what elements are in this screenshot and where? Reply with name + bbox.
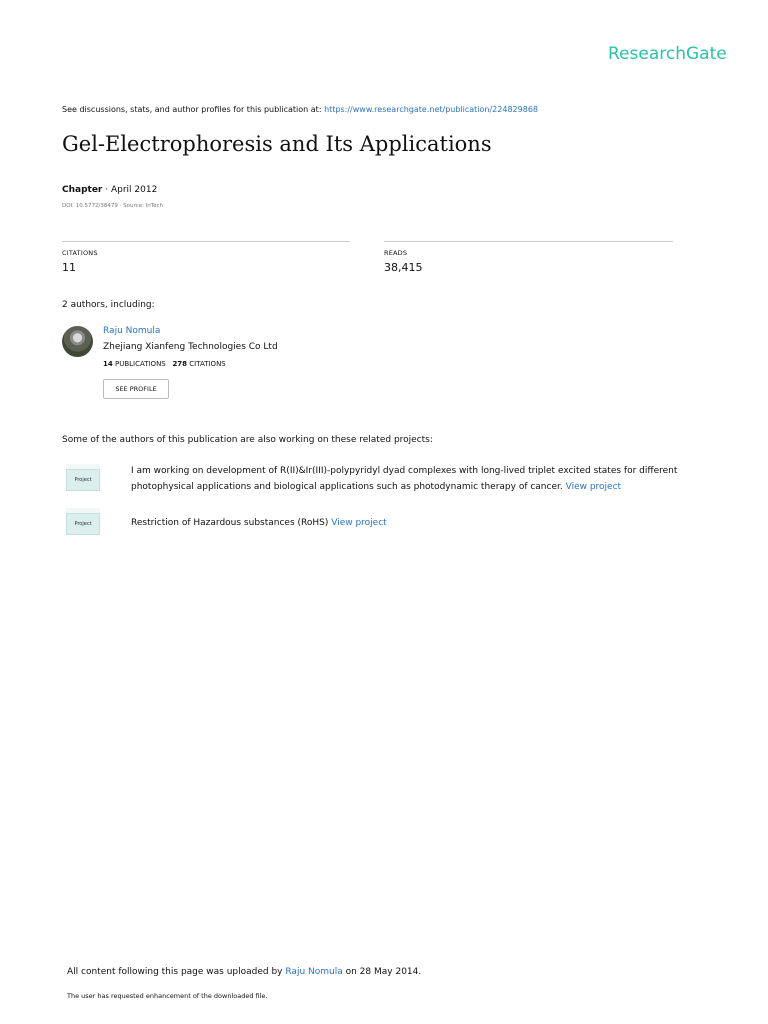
publication-type: Chapter <box>62 185 103 195</box>
author-institution: Zhejiang Xianfeng Technologies Co Ltd <box>103 342 278 352</box>
enhancement-note: The user has requested enhancement of the downloaded file. <box>67 992 268 1000</box>
project-line-text: Restriction of Hazardous substances (RoHS) <box>131 518 332 528</box>
authors-heading: 2 authors, including: <box>62 300 155 310</box>
project-line-text: photophysical applications and biological applications such as photodynamic therapy of cancer. <box>131 482 566 492</box>
see-profile-button[interactable]: SEE PROFILE <box>103 379 169 399</box>
author-publications-label: PUBLICATIONS <box>112 360 166 368</box>
divider-left <box>62 241 350 242</box>
publication-title: Gel-Electrophoresis and Its Applications <box>62 132 492 156</box>
project-description <box>131 515 387 531</box>
reads-label: READS <box>384 249 408 257</box>
uploader-link[interactable]: Raju Nomula <box>285 967 343 977</box>
author-name-link[interactable]: Raju Nomula <box>103 326 161 336</box>
project-icon[interactable] <box>66 464 100 491</box>
project-icon-label: Project <box>66 513 100 535</box>
publication-date: · April 2012 <box>102 185 158 195</box>
publication-type-date <box>62 185 157 195</box>
citations-label: CITATIONS <box>62 249 98 257</box>
divider-right <box>384 241 673 242</box>
doi-source: DOI: 10.5772/38479 · Source: InTech <box>62 203 164 209</box>
publication-url-link[interactable]: https://www.researchgate.net/publication/224829868 <box>324 105 538 114</box>
project-description <box>131 463 691 495</box>
author-citations-label: CITATIONS <box>187 360 226 368</box>
citations-value: 11 <box>62 261 76 274</box>
author-avatar[interactable] <box>62 326 93 357</box>
see-discussions-line <box>62 105 538 114</box>
upload-prefix: All content following this page was uploaded by <box>67 967 286 977</box>
upload-notice <box>67 967 421 977</box>
project-icon-label: Project <box>66 469 100 491</box>
upload-date: on 28 May 2014. <box>342 967 422 977</box>
reads-value: 38,415 <box>384 261 423 274</box>
project-icon[interactable] <box>66 508 100 535</box>
related-projects-heading: Some of the authors of this publication are also working on these related projects: <box>62 435 433 445</box>
author-publications-count: 14 <box>103 360 113 368</box>
view-project-link[interactable]: View project <box>331 518 387 528</box>
author-stats <box>103 360 226 368</box>
researchgate-logo[interactable]: ResearchGate <box>608 44 727 64</box>
author-citations-count: 278 <box>172 360 188 368</box>
view-project-link[interactable]: View project <box>565 482 622 492</box>
project-line-with-link <box>131 479 691 495</box>
project-line: I am working on development of R(II)&Ir(III)-polypyridyl dyad complexes with long-lived triplet excited states for different <box>131 466 678 476</box>
see-discussions-text: See discussions, stats, and author profiles for this publication at: <box>62 105 325 114</box>
